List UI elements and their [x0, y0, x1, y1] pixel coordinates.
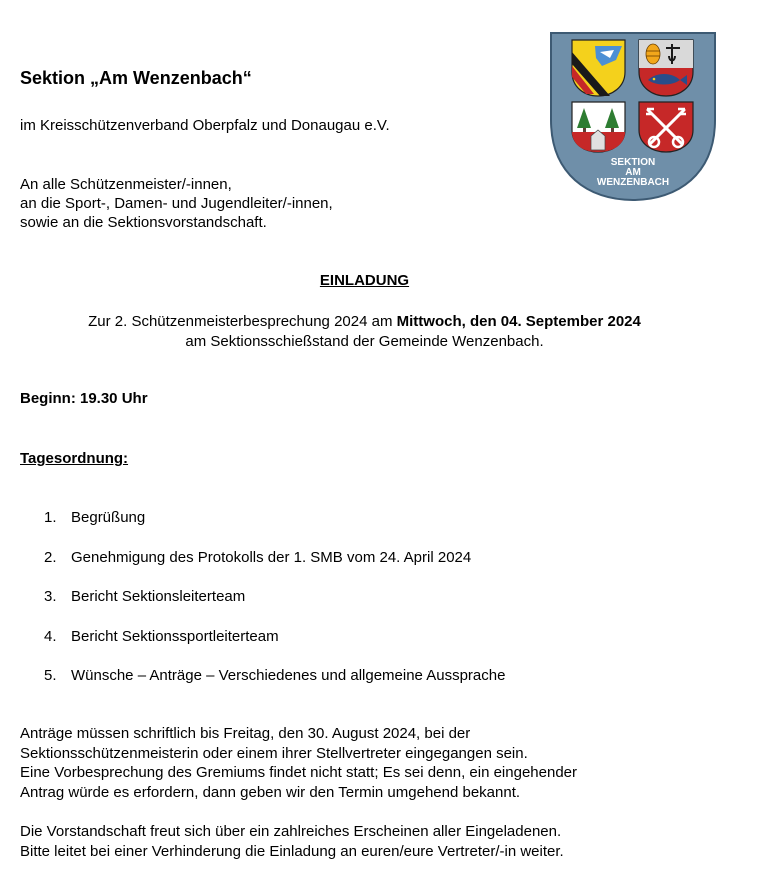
- notes-paragraph: [20, 724, 577, 802]
- recipients-block: [20, 175, 333, 232]
- start-time: Beginn: 19.30 Uhr: [20, 390, 148, 407]
- agenda-title: Tagesordnung:: [20, 450, 129, 467]
- agenda-item-number: 1.: [44, 509, 57, 526]
- invitation-line-1-text: Zur 2. Schützenmeisterbesprechung 2024 am: [88, 313, 397, 330]
- crest-text-line-3: WENZENBACH: [596, 177, 670, 188]
- recipients-line: an die Sport-, Damen- und Jugendleiter/-innen,: [20, 195, 333, 212]
- agenda-item-text: Begrüßung: [71, 509, 146, 526]
- coat-of-arms-logo: [550, 32, 716, 202]
- closing-paragraph: [20, 822, 564, 861]
- agenda-item: [44, 509, 505, 549]
- agenda-item-number: 2.: [44, 548, 57, 566]
- recipients-line: An alle Schützenmeister/-innen,: [20, 176, 232, 193]
- agenda-item-text: Genehmigung des Protokolls der 1. SMB vom 24. April 2024: [71, 548, 472, 566]
- recipients-line: sowie an die Sektionsvorstandschaft.: [20, 214, 267, 231]
- agenda-item: [44, 667, 505, 707]
- organization-subtitle: im Kreisschützenverband Oberpfalz und Donaugau e.V.: [20, 117, 390, 134]
- agenda-item-text: Bericht Sektionsleiterteam: [71, 588, 246, 605]
- notes-line: Sektionsschützenmeisterin oder einem ihrer Stellvertreter eingegangen sein.: [20, 744, 528, 762]
- closing-line: Die Vorstandschaft freut sich über ein zahlreiches Erscheinen aller Eingeladenen.: [20, 823, 562, 840]
- agenda-item-number: 4.: [44, 627, 57, 645]
- invitation-line-1: [0, 312, 729, 332]
- agenda-item: [44, 628, 505, 668]
- shield-top-right: [639, 40, 693, 96]
- shield-bottom-left: [572, 102, 625, 152]
- shield-bottom-right: [639, 102, 693, 152]
- agenda-item-text: Bericht Sektionssportleiterteam: [71, 627, 279, 645]
- notes-line: Eine Vorbesprechung des Gremiums findet nicht statt; Es sei denn, ein eingehender: [20, 764, 577, 781]
- agenda-item-number: 3.: [44, 588, 57, 605]
- notes-line: Anträge müssen schriftlich bis Freitag, den 30. August 2024, bei der: [20, 725, 471, 742]
- agenda-item-text: Wünsche – Anträge – Verschiedenes und allgemeine Aussprache: [71, 667, 506, 684]
- invitation-heading: EINLADUNG: [319, 272, 410, 289]
- agenda-item-number: 5.: [44, 667, 57, 684]
- shield-top-left: [572, 40, 625, 96]
- meeting-date: Mittwoch, den 04. September 2024: [396, 313, 641, 330]
- notes-line: Antrag würde es erfordern, dann geben wir den Termin umgehend bekannt.: [20, 783, 521, 801]
- invitation-intro: [0, 312, 729, 352]
- crest-text-line-1: SEKTION: [610, 157, 656, 168]
- page-title: Sektion „Am Wenzenbach“: [20, 68, 252, 88]
- agenda-item: [44, 588, 505, 628]
- closing-line: Bitte leitet bei einer Verhinderung die Einladung an euren/eure Vertreter/-in weiter.: [20, 842, 564, 860]
- agenda-list: [44, 509, 505, 707]
- invitation-line-2: am Sektionsschießstand der Gemeinde Wenzenbach.: [185, 333, 544, 350]
- crest-text-line-2: AM: [625, 167, 641, 178]
- agenda-item: [44, 549, 505, 589]
